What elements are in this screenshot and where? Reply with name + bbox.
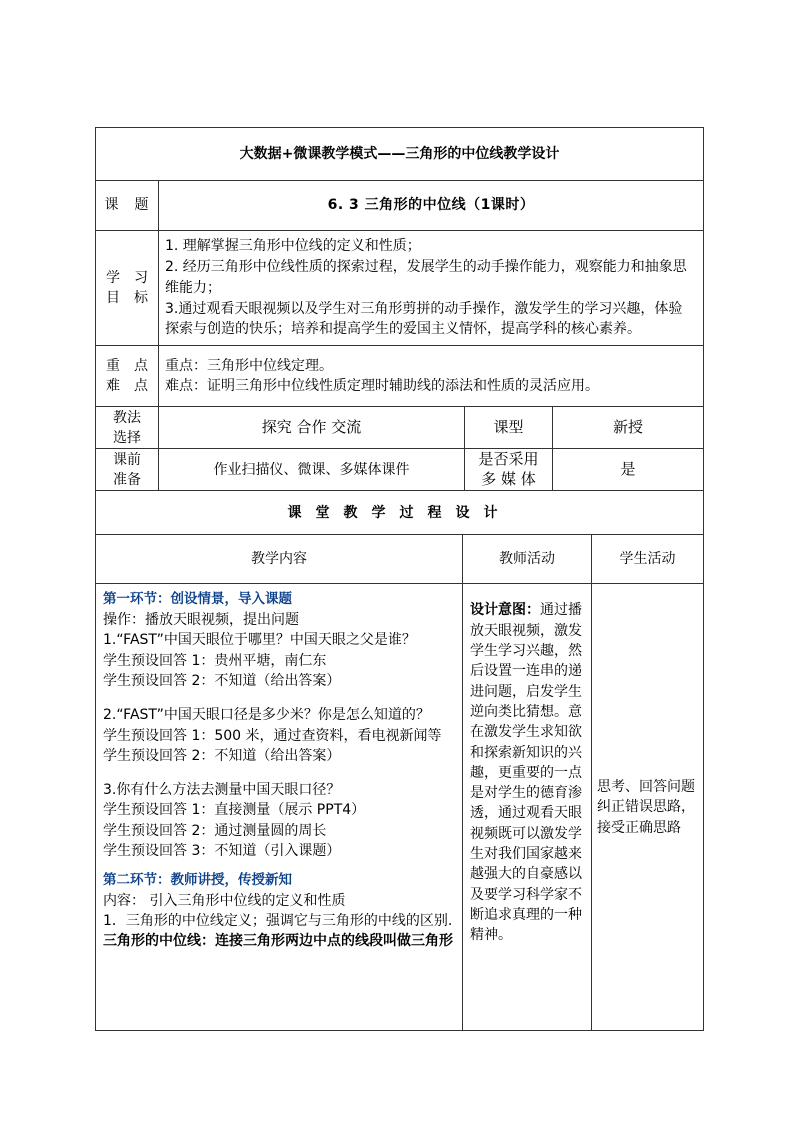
student-activity: 思考、回答问题纠正错误思路，接受正确思路 — [592, 584, 704, 1031]
goals-label-line1: 学 习 — [106, 269, 148, 286]
goal-item: 1. 理解掌握三角形中位线的定义和性质； — [165, 238, 421, 254]
method-label-line2: 选择 — [113, 429, 141, 446]
header-student: 学生活动 — [592, 535, 704, 584]
question-1: 1.“FAST”中国天眼位于哪里？中国天眼之父是谁？ — [103, 632, 416, 649]
key-points-content — [159, 346, 704, 407]
question-2: 2.“FAST”中国天眼口径是多少米？你是怎么知道的？ — [103, 707, 430, 724]
header-teacher: 教师活动 — [463, 535, 592, 584]
prep-label-line2: 准备 — [113, 471, 141, 488]
media-value: 是 — [553, 449, 704, 491]
midline-definition: 三角形的中位线：连接三角形两边中点的线段叫做三角形 — [103, 933, 453, 950]
section2-heading: 第二环节：教师讲授，传授新知 — [103, 872, 292, 889]
course-label: 课 题 — [96, 181, 159, 231]
answer-line: 学生预设回答 2：通过测量圆的周长 — [103, 822, 327, 839]
key-point: 重点：三角形中位线定理。 — [165, 358, 333, 375]
difficulty-point: 难点：证明三角形中位线性质定理时辅助线的添法和性质的灵活应用。 — [165, 378, 599, 395]
answer-line: 学生预设回答 1：500 米，通过查资料，看电视新闻等 — [103, 727, 442, 744]
lesson-plan-table — [95, 127, 704, 1031]
answer-line: 学生预设回答 2：不知道（给出答案） — [103, 747, 341, 764]
answer-line: 学生预设回答 3：不知道（引入课题） — [103, 843, 341, 860]
key-points-label-line1: 重 点 — [106, 358, 148, 375]
media-label — [465, 449, 553, 491]
key-points-label — [96, 346, 159, 407]
key-points-label-line2: 难 点 — [106, 378, 148, 395]
goal-item: 2. 经历三角形中位线性质的探索过程，发展学生的动手操作能力，观察能力和抽象思维能力； — [165, 259, 687, 296]
design-intent-text: 通过播放天眼视频，激发学生学习兴趣，然后设置一连串的递进问题，启发学生逆向类比猜想。意在激发学生求知欲和探索新知识的兴趣，更重要的一点是对学生的德育渗透，通过观看天眼视频既可以激发学生对我们国家越来越强大的自豪感以及要学习科学家不断追求真理的一种精神。 — [470, 602, 582, 944]
answer-line: 学生预设回答 1：直接测量（展示 PPT4） — [103, 802, 366, 819]
teacher-activity — [463, 584, 592, 1031]
method-label-line1: 教法 — [113, 409, 141, 426]
answer-line: 学生预设回答 2：不知道（给出答案） — [103, 672, 341, 689]
method-label — [96, 407, 159, 449]
prep-label-line1: 课前 — [113, 451, 141, 468]
teaching-content — [96, 584, 463, 1031]
media-label-line2: 多 媒 体 — [481, 469, 536, 488]
prep-value: 作业扫描仪、微课、多媒体课件 — [159, 449, 465, 491]
section1-operation: 操作：播放天眼视频，提出问题 — [103, 612, 299, 629]
course-value: 6. 3 三角形的中位线（1课时） — [159, 181, 704, 231]
method-value: 探究 合作 交流 — [159, 407, 465, 449]
prep-label — [96, 449, 159, 491]
goals-content — [159, 231, 704, 346]
document-title: 大数据+微课教学模式——三角形的中位线教学设计 — [96, 128, 704, 181]
process-title: 课堂教学过程设计 — [96, 491, 704, 535]
design-intent-label: 设计意图： — [470, 602, 540, 619]
answer-line: 学生预设回答 1：贵州平塘，南仁东 — [103, 652, 327, 669]
media-label-line1: 是否采用 — [478, 450, 539, 469]
header-content: 教学内容 — [96, 535, 463, 584]
goal-item: 3.通过观看天眼视频以及学生对三角形剪拼的动手操作，激发学生的学习兴趣，体验探索与创造的快乐；培养和提高学生的爱国主义情怀，提高学科的核心素养。 — [165, 300, 683, 338]
lesson-type-value: 新授 — [553, 407, 704, 449]
goals-label-line2: 目 标 — [106, 290, 148, 307]
goals-label — [96, 231, 159, 346]
lesson-type-label: 课型 — [465, 407, 553, 449]
section2-item1: 1．三角形的中位线定义；强调它与三角形的中线的区别. — [103, 913, 453, 930]
section1-heading: 第一环节：创设情景，导入课题 — [103, 591, 292, 608]
section2-content: 内容： 引入三角形中位线的定义和性质 — [103, 892, 346, 909]
question-3: 3.你有什么方法去测量中国天眼口径？ — [103, 782, 341, 799]
